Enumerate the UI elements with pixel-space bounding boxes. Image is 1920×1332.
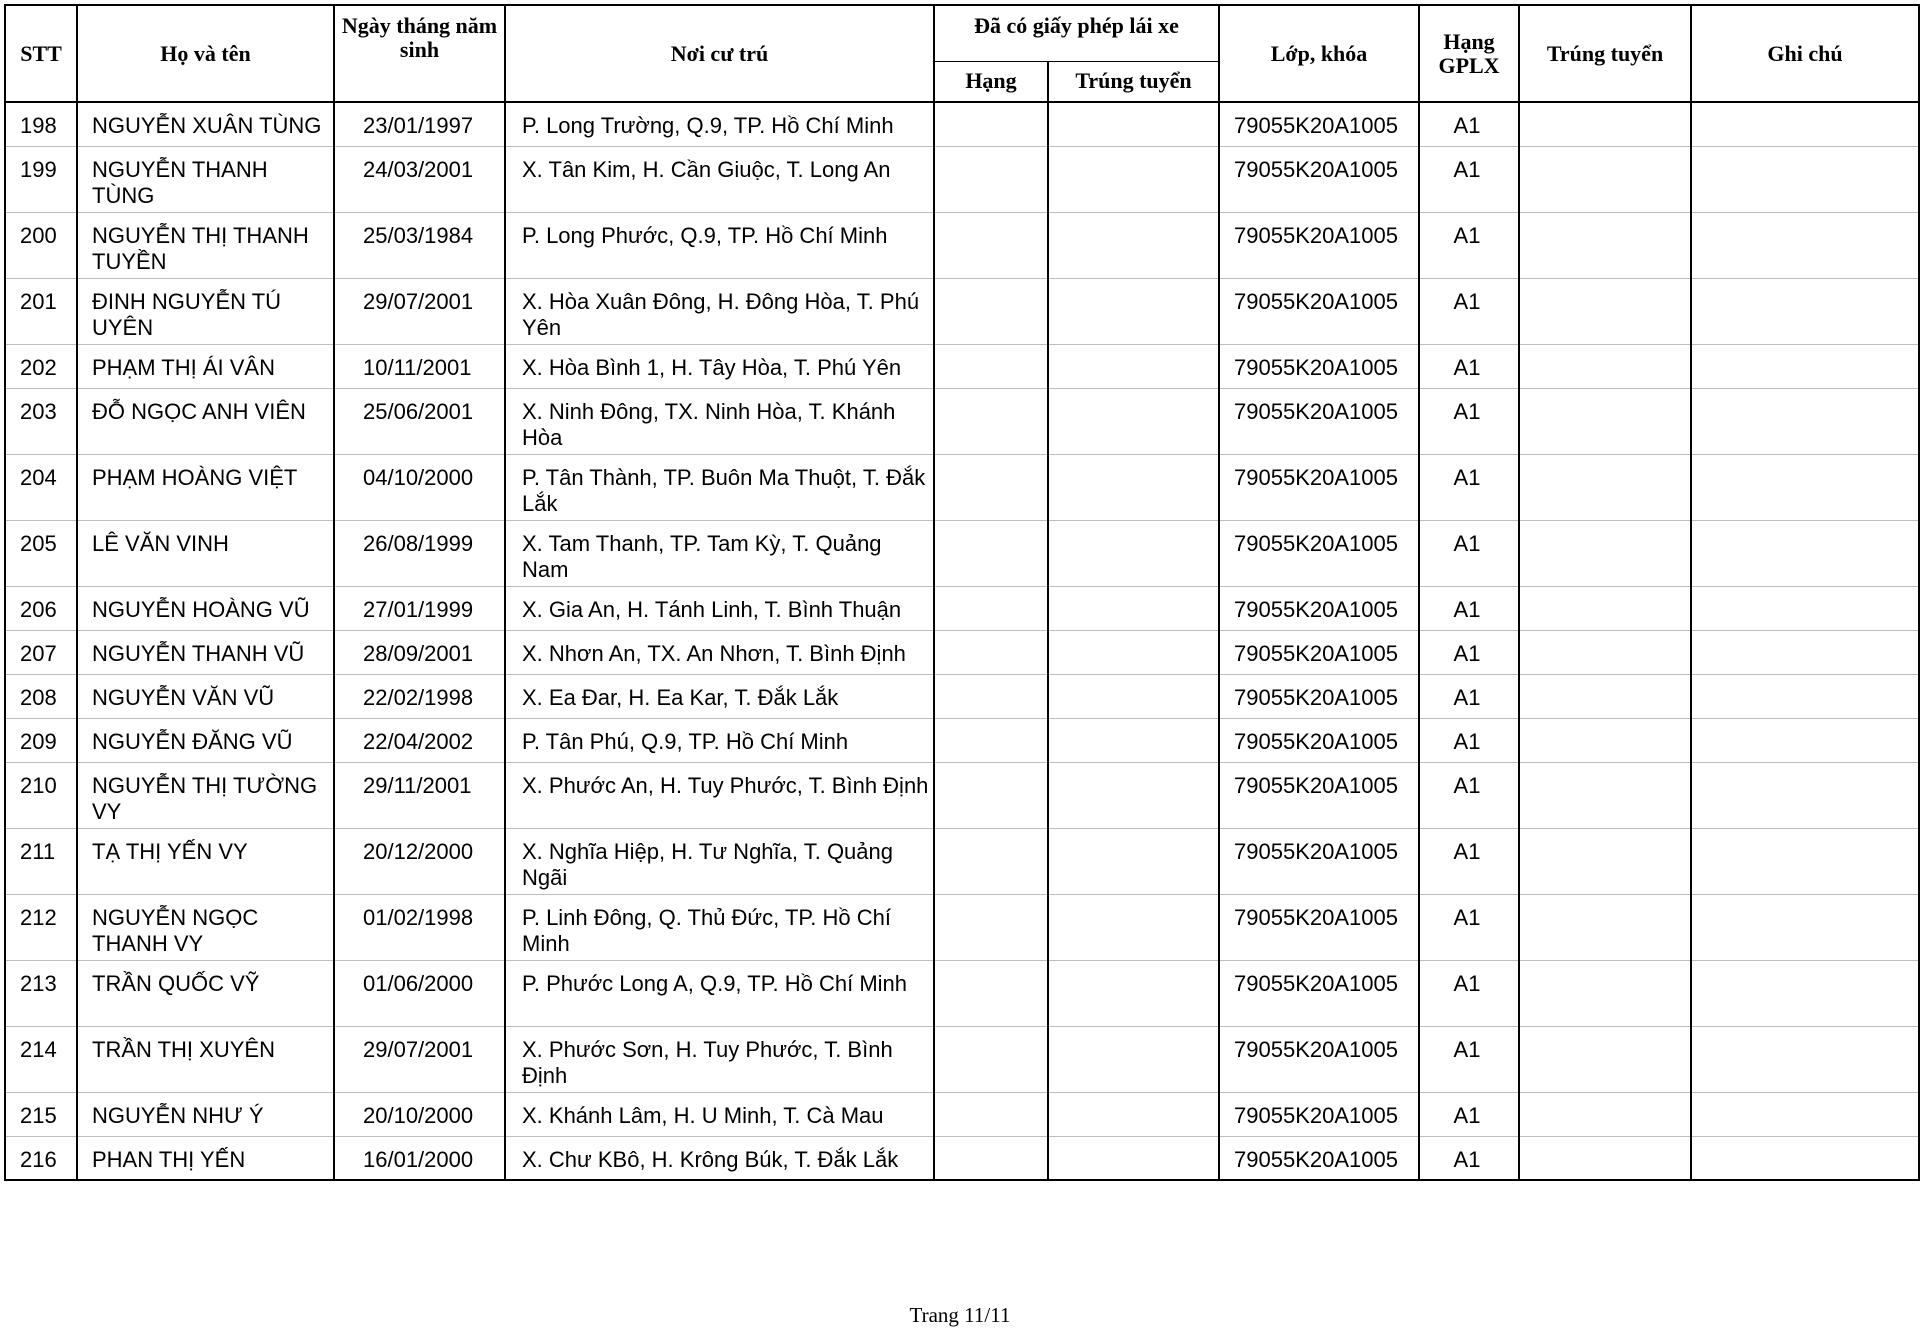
table-row — [5, 828, 1919, 894]
row-license-rank — [934, 718, 1048, 762]
header-pass: Trúng tuyển — [1519, 5, 1691, 102]
row-note — [1691, 894, 1919, 960]
table-row — [5, 388, 1919, 454]
row-dob: 25/06/2001 — [334, 388, 505, 454]
row-dob: 10/11/2001 — [334, 344, 505, 388]
row-dob: 16/01/2000 — [334, 1136, 505, 1180]
row-note — [1691, 1136, 1919, 1180]
row-pass — [1519, 828, 1691, 894]
row-dob: 20/12/2000 — [334, 828, 505, 894]
row-license-rank — [934, 454, 1048, 520]
row-address: X. Ninh Đông, TX. Ninh Hòa, T. Khánh Hòa — [505, 388, 934, 454]
row-address: X. Ea Đar, H. Ea Kar, T. Đắk Lắk — [505, 674, 934, 718]
row-pass — [1519, 586, 1691, 630]
row-address: X. Gia An, H. Tánh Linh, T. Bình Thuận — [505, 586, 934, 630]
row-pass — [1519, 674, 1691, 718]
row-stt: 209 — [5, 718, 77, 762]
row-gplx-rank: A1 — [1419, 520, 1519, 586]
row-class: 79055K20A1005 — [1219, 630, 1419, 674]
table-row — [5, 278, 1919, 344]
row-name: NGUYỄN XUÂN TÙNG — [77, 102, 334, 146]
row-note — [1691, 146, 1919, 212]
row-dob: 04/10/2000 — [334, 454, 505, 520]
row-stt: 207 — [5, 630, 77, 674]
header-license-rank: Hạng — [934, 61, 1048, 102]
row-note — [1691, 278, 1919, 344]
header-license-pass: Trúng tuyển — [1048, 61, 1219, 102]
row-stt: 210 — [5, 762, 77, 828]
row-class: 79055K20A1005 — [1219, 1092, 1419, 1136]
row-name: PHẠM HOÀNG VIỆT — [77, 454, 334, 520]
row-name: NGUYỄN THỊ THANH TUYỀN — [77, 212, 334, 278]
header-license-group: Đã có giấy phép lái xe — [934, 5, 1219, 61]
row-gplx-rank: A1 — [1419, 674, 1519, 718]
row-pass — [1519, 520, 1691, 586]
row-name: ĐỖ NGỌC ANH VIÊN — [77, 388, 334, 454]
table-row — [5, 762, 1919, 828]
row-name: PHẠM THỊ ÁI VÂN — [77, 344, 334, 388]
row-pass — [1519, 762, 1691, 828]
table-row — [5, 718, 1919, 762]
row-address: P. Linh Đông, Q. Thủ Đức, TP. Hồ Chí Minh — [505, 894, 934, 960]
row-name: LÊ VĂN VINH — [77, 520, 334, 586]
row-gplx-rank: A1 — [1419, 388, 1519, 454]
row-stt: 212 — [5, 894, 77, 960]
header-address: Nơi cư trú — [505, 5, 934, 102]
row-license-rank — [934, 894, 1048, 960]
row-name: TẠ THỊ YẾN VY — [77, 828, 334, 894]
row-class: 79055K20A1005 — [1219, 102, 1419, 146]
row-note — [1691, 388, 1919, 454]
row-stt: 208 — [5, 674, 77, 718]
row-pass — [1519, 278, 1691, 344]
row-dob: 26/08/1999 — [334, 520, 505, 586]
row-note — [1691, 212, 1919, 278]
row-dob: 22/04/2002 — [334, 718, 505, 762]
row-license-pass — [1048, 212, 1219, 278]
row-class: 79055K20A1005 — [1219, 388, 1419, 454]
row-license-pass — [1048, 960, 1219, 1026]
row-address: X. Phước Sơn, H. Tuy Phước, T. Bình Định — [505, 1026, 934, 1092]
row-class: 79055K20A1005 — [1219, 894, 1419, 960]
row-license-pass — [1048, 630, 1219, 674]
row-address: X. Hòa Xuân Đông, H. Đông Hòa, T. Phú Yên — [505, 278, 934, 344]
row-name: NGUYỄN HOÀNG VŨ — [77, 586, 334, 630]
row-gplx-rank: A1 — [1419, 1026, 1519, 1092]
row-license-rank — [934, 762, 1048, 828]
row-address: P. Tân Thành, TP. Buôn Ma Thuột, T. Đắk Lắk — [505, 454, 934, 520]
row-license-pass — [1048, 344, 1219, 388]
row-gplx-rank: A1 — [1419, 894, 1519, 960]
row-dob: 29/07/2001 — [334, 278, 505, 344]
row-class: 79055K20A1005 — [1219, 828, 1419, 894]
row-class: 79055K20A1005 — [1219, 718, 1419, 762]
row-class: 79055K20A1005 — [1219, 762, 1419, 828]
row-stt: 214 — [5, 1026, 77, 1092]
row-license-rank — [934, 960, 1048, 1026]
row-class: 79055K20A1005 — [1219, 212, 1419, 278]
table-row — [5, 894, 1919, 960]
row-license-pass — [1048, 146, 1219, 212]
row-license-pass — [1048, 828, 1219, 894]
row-pass — [1519, 388, 1691, 454]
row-license-pass — [1048, 278, 1219, 344]
row-dob: 29/11/2001 — [334, 762, 505, 828]
row-stt: 202 — [5, 344, 77, 388]
row-stt: 200 — [5, 212, 77, 278]
row-note — [1691, 828, 1919, 894]
row-license-pass — [1048, 1092, 1219, 1136]
page-number: Trang 11/11 — [909, 1303, 1011, 1327]
table-header — [5, 5, 1919, 102]
candidate-table — [4, 4, 1920, 1181]
row-dob: 01/02/1998 — [334, 894, 505, 960]
header-name: Họ và tên — [77, 5, 334, 102]
row-note — [1691, 102, 1919, 146]
row-class: 79055K20A1005 — [1219, 674, 1419, 718]
row-license-rank — [934, 388, 1048, 454]
row-stt: 213 — [5, 960, 77, 1026]
row-license-rank — [934, 1026, 1048, 1092]
row-address: P. Phước Long A, Q.9, TP. Hồ Chí Minh — [505, 960, 934, 1026]
row-class: 79055K20A1005 — [1219, 1136, 1419, 1180]
row-name: NGUYỄN ĐĂNG VŨ — [77, 718, 334, 762]
row-license-rank — [934, 102, 1048, 146]
row-dob: 24/03/2001 — [334, 146, 505, 212]
row-note — [1691, 454, 1919, 520]
row-name: NGUYỄN THỊ TƯỜNG VY — [77, 762, 334, 828]
row-stt: 216 — [5, 1136, 77, 1180]
row-stt: 206 — [5, 586, 77, 630]
row-address: X. Hòa Bình 1, H. Tây Hòa, T. Phú Yên — [505, 344, 934, 388]
row-license-rank — [934, 828, 1048, 894]
row-gplx-rank: A1 — [1419, 586, 1519, 630]
row-gplx-rank: A1 — [1419, 828, 1519, 894]
row-note — [1691, 960, 1919, 1026]
row-address: X. Nghĩa Hiệp, H. Tư Nghĩa, T. Quảng Ngãi — [505, 828, 934, 894]
row-gplx-rank: A1 — [1419, 960, 1519, 1026]
row-gplx-rank: A1 — [1419, 630, 1519, 674]
row-gplx-rank: A1 — [1419, 1136, 1519, 1180]
table-row — [5, 1092, 1919, 1136]
row-address: X. Khánh Lâm, H. U Minh, T. Cà Mau — [505, 1092, 934, 1136]
row-license-pass — [1048, 762, 1219, 828]
row-license-pass — [1048, 586, 1219, 630]
table-row — [5, 1136, 1919, 1180]
row-stt: 198 — [5, 102, 77, 146]
row-note — [1691, 718, 1919, 762]
row-gplx-rank: A1 — [1419, 718, 1519, 762]
row-note — [1691, 520, 1919, 586]
row-stt: 211 — [5, 828, 77, 894]
row-license-rank — [934, 630, 1048, 674]
row-name: TRẦN QUỐC VỸ — [77, 960, 334, 1026]
row-class: 79055K20A1005 — [1219, 454, 1419, 520]
row-name: NGUYỄN THANH VŨ — [77, 630, 334, 674]
row-license-rank — [934, 212, 1048, 278]
header-stt: STT — [5, 5, 77, 102]
row-stt: 204 — [5, 454, 77, 520]
row-note — [1691, 1092, 1919, 1136]
table-row — [5, 630, 1919, 674]
row-stt: 203 — [5, 388, 77, 454]
row-pass — [1519, 212, 1691, 278]
row-license-rank — [934, 1092, 1048, 1136]
row-name: NGUYỄN THANH TÙNG — [77, 146, 334, 212]
row-license-pass — [1048, 1026, 1219, 1092]
row-address: X. Tam Thanh, TP. Tam Kỳ, T. Quảng Nam — [505, 520, 934, 586]
row-address: X. Tân Kim, H. Cần Giuộc, T. Long An — [505, 146, 934, 212]
row-note — [1691, 630, 1919, 674]
row-note — [1691, 762, 1919, 828]
row-license-rank — [934, 674, 1048, 718]
row-license-pass — [1048, 388, 1219, 454]
row-pass — [1519, 1026, 1691, 1092]
row-class: 79055K20A1005 — [1219, 520, 1419, 586]
row-license-pass — [1048, 674, 1219, 718]
table-row — [5, 344, 1919, 388]
header-gplx-rank: Hạng GPLX — [1419, 5, 1519, 102]
row-name: NGUYỄN NGỌC THANH VY — [77, 894, 334, 960]
row-name: TRẦN THỊ XUYÊN — [77, 1026, 334, 1092]
row-name: ĐINH NGUYỄN TÚ UYÊN — [77, 278, 334, 344]
row-gplx-rank: A1 — [1419, 762, 1519, 828]
row-stt: 201 — [5, 278, 77, 344]
row-gplx-rank: A1 — [1419, 212, 1519, 278]
row-dob: 27/01/1999 — [334, 586, 505, 630]
row-address: P. Long Trường, Q.9, TP. Hồ Chí Minh — [505, 102, 934, 146]
row-gplx-rank: A1 — [1419, 344, 1519, 388]
row-note — [1691, 1026, 1919, 1092]
row-dob: 22/02/1998 — [334, 674, 505, 718]
row-dob: 28/09/2001 — [334, 630, 505, 674]
row-address: X. Phước An, H. Tuy Phước, T. Bình Định — [505, 762, 934, 828]
row-pass — [1519, 1136, 1691, 1180]
row-pass — [1519, 630, 1691, 674]
row-pass — [1519, 1092, 1691, 1136]
row-address: P. Tân Phú, Q.9, TP. Hồ Chí Minh — [505, 718, 934, 762]
table-row — [5, 586, 1919, 630]
row-stt: 199 — [5, 146, 77, 212]
row-dob: 01/06/2000 — [334, 960, 505, 1026]
row-pass — [1519, 454, 1691, 520]
row-license-pass — [1048, 520, 1219, 586]
row-pass — [1519, 894, 1691, 960]
row-note — [1691, 586, 1919, 630]
row-stt: 205 — [5, 520, 77, 586]
row-class: 79055K20A1005 — [1219, 344, 1419, 388]
row-class: 79055K20A1005 — [1219, 586, 1419, 630]
row-license-pass — [1048, 102, 1219, 146]
row-license-pass — [1048, 894, 1219, 960]
row-license-rank — [934, 278, 1048, 344]
row-dob: 23/01/1997 — [334, 102, 505, 146]
table-row — [5, 1026, 1919, 1092]
header-dob: Ngày tháng năm sinh — [334, 5, 505, 102]
row-gplx-rank: A1 — [1419, 1092, 1519, 1136]
header-class: Lớp, khóa — [1219, 5, 1419, 102]
table-row — [5, 102, 1919, 146]
row-address: P. Long Phước, Q.9, TP. Hồ Chí Minh — [505, 212, 934, 278]
header-note: Ghi chú — [1691, 5, 1919, 102]
row-name: NGUYỄN VĂN VŨ — [77, 674, 334, 718]
row-pass — [1519, 960, 1691, 1026]
row-address: X. Nhơn An, TX. An Nhơn, T. Bình Định — [505, 630, 934, 674]
row-license-rank — [934, 520, 1048, 586]
row-license-rank — [934, 586, 1048, 630]
row-license-pass — [1048, 718, 1219, 762]
row-gplx-rank: A1 — [1419, 454, 1519, 520]
row-pass — [1519, 718, 1691, 762]
table-row — [5, 960, 1919, 1026]
row-class: 79055K20A1005 — [1219, 960, 1419, 1026]
row-class: 79055K20A1005 — [1219, 1026, 1419, 1092]
row-address: X. Chư KBô, H. Krông Búk, T. Đắk Lắk — [505, 1136, 934, 1180]
table-row — [5, 146, 1919, 212]
table-row — [5, 454, 1919, 520]
row-license-rank — [934, 344, 1048, 388]
row-name: NGUYỄN NHƯ Ý — [77, 1092, 334, 1136]
table-row — [5, 674, 1919, 718]
row-note — [1691, 674, 1919, 718]
row-gplx-rank: A1 — [1419, 146, 1519, 212]
row-gplx-rank: A1 — [1419, 278, 1519, 344]
table-body — [5, 102, 1919, 1180]
row-class: 79055K20A1005 — [1219, 146, 1419, 212]
row-license-rank — [934, 146, 1048, 212]
row-pass — [1519, 102, 1691, 146]
row-license-pass — [1048, 454, 1219, 520]
row-dob: 29/07/2001 — [334, 1026, 505, 1092]
row-license-pass — [1048, 1136, 1219, 1180]
row-note — [1691, 344, 1919, 388]
row-dob: 20/10/2000 — [334, 1092, 505, 1136]
table-row — [5, 212, 1919, 278]
row-stt: 215 — [5, 1092, 77, 1136]
row-pass — [1519, 344, 1691, 388]
table-row — [5, 520, 1919, 586]
row-dob: 25/03/1984 — [334, 212, 505, 278]
row-class: 79055K20A1005 — [1219, 278, 1419, 344]
row-license-rank — [934, 1136, 1048, 1180]
row-name: PHAN THỊ YẾN — [77, 1136, 334, 1180]
row-gplx-rank: A1 — [1419, 102, 1519, 146]
row-pass — [1519, 146, 1691, 212]
